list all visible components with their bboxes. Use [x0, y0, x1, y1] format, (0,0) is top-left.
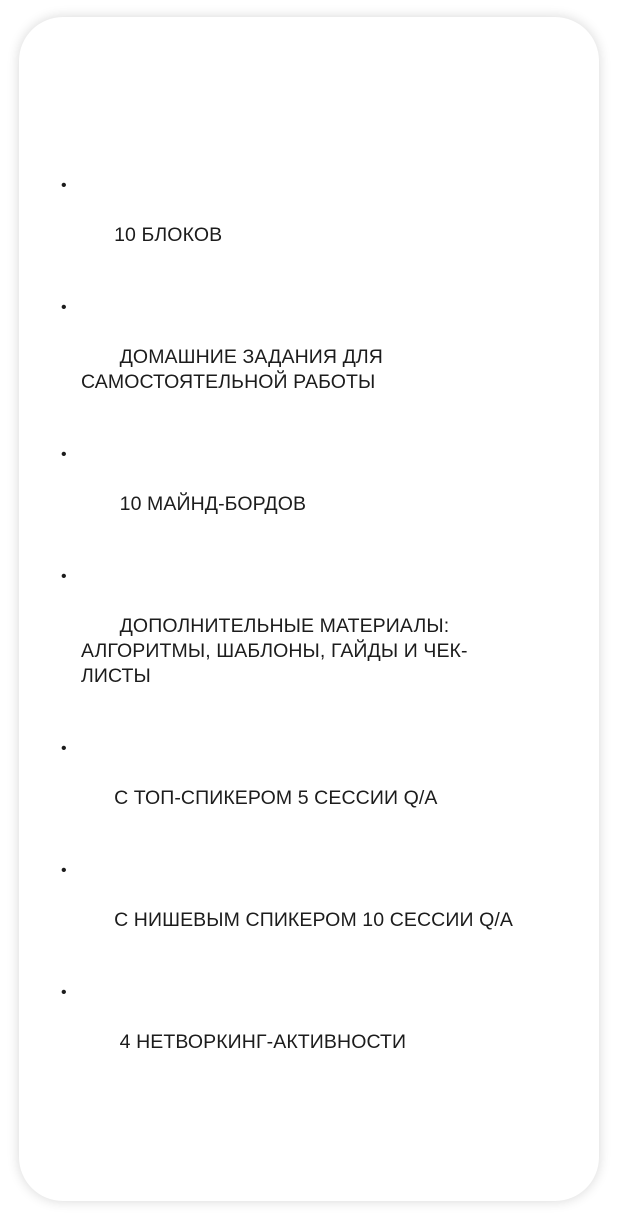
bullet-icon: •	[61, 177, 67, 194]
feature-label: С НИШЕВЫМ СПИКЕРОМ 10 СЕССИИ Q/A	[114, 909, 514, 931]
bullet-icon: •	[61, 299, 67, 316]
list-item	[59, 736, 579, 836]
feature-label: 4 НЕТВОРКИНГ-АКТИВНОСТИ	[114, 1031, 407, 1053]
bullet-icon: •	[61, 568, 67, 585]
feature-label: ДОМАШНИЕ ЗАДАНИЯ ДЛЯ САМОСТОЯТЕЛЬНОЙ РАБОТЫ	[81, 346, 383, 393]
bullet-icon: •	[61, 984, 67, 1001]
list-item	[59, 858, 579, 958]
bullet-icon: •	[61, 862, 67, 879]
list-item	[59, 564, 579, 714]
list-item	[59, 442, 579, 542]
feature-card	[19, 17, 599, 1201]
bullet-icon: •	[61, 740, 67, 757]
feature-label: С ТОП-СПИКЕРОМ 5 СЕССИИ Q/A	[114, 787, 438, 809]
feature-label: 10 МАЙНД-БОРДОВ	[114, 493, 307, 515]
list-item	[59, 980, 579, 1080]
feature-list	[59, 173, 579, 1102]
feature-label: 10 БЛОКОВ	[114, 224, 223, 246]
list-item	[59, 173, 579, 273]
feature-label: ДОПОЛНИТЕЛЬНЫЕ МАТЕРИАЛЫ: АЛГОРИТМЫ, ШАБЛОНЫ, ГАЙДЫ И ЧЕК- ЛИСТЫ	[81, 615, 468, 687]
list-item	[59, 295, 579, 420]
bullet-icon: •	[61, 446, 67, 463]
